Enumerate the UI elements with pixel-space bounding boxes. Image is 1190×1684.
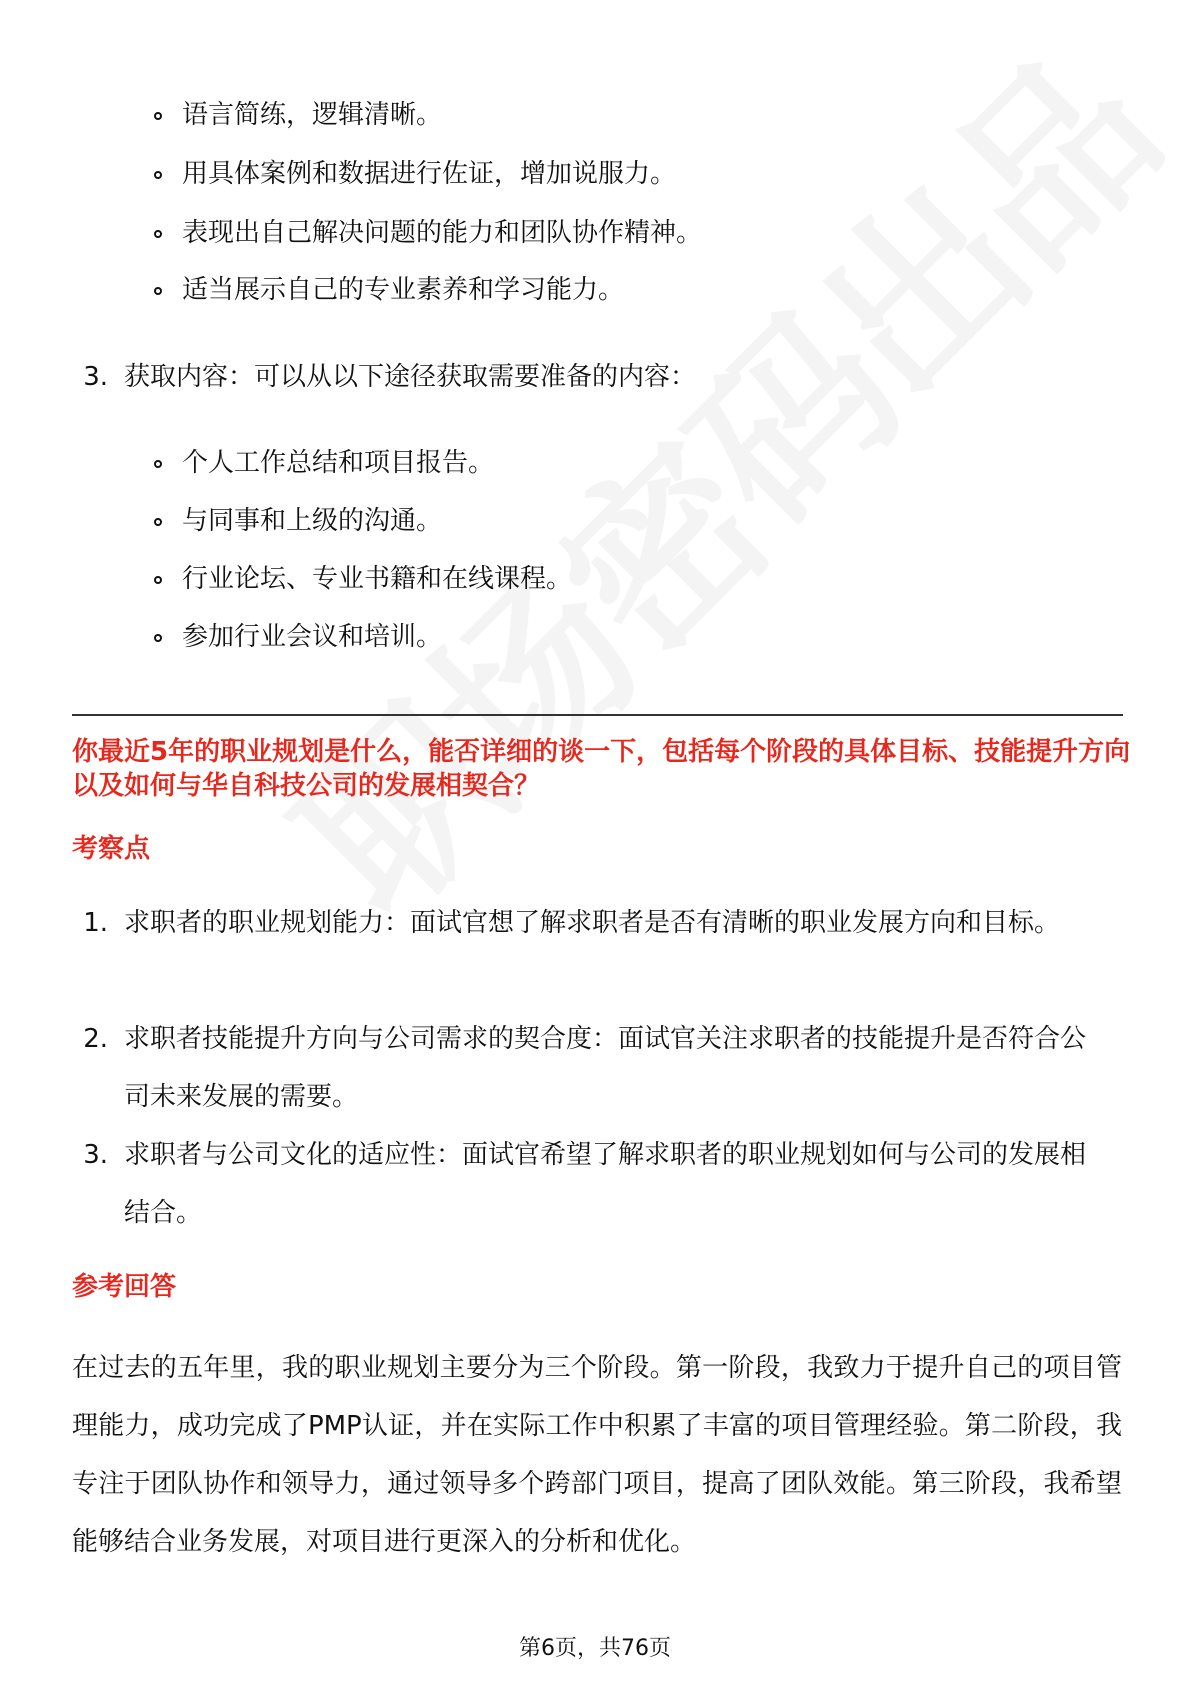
- list-item: 用具体案例和数据进行佐证，增加说服力。: [182, 159, 677, 189]
- list-item-text: 求职者的职业规划能力：面试官想了解求职者是否有清晰的职业发展方向和目标。: [124, 908, 1061, 938]
- list-item-text: 获取内容：可以从以下途径获取需要准备的内容：: [124, 362, 697, 392]
- list-item: 与同事和上级的沟通。: [182, 506, 443, 536]
- list-item: 行业论坛、专业书籍和在线课程。: [182, 564, 573, 594]
- list-number: 3.: [83, 362, 108, 392]
- section-title-answer: 参考回答: [72, 1272, 177, 1302]
- divider: [72, 714, 1123, 716]
- list-number: 1.: [83, 908, 108, 938]
- answer-paragraph: 在过去的五年里，我的职业规划主要分为三个阶段。第一阶段，我致力于提升自己的项目管理能力，成功完成了PMP认证，并在实际工作中积累了丰富的项目管理经验。第二阶段，我专注于团队协作和领导力，通过领导多个跨部门项目，提高了团队效能。第三阶段，我希望能够结合业务发展，对项目进行更深入的分析和优化。: [72, 1353, 1122, 1557]
- question-heading: 你最近5年的职业规划是什么，能否详细的谈一下，包括每个阶段的具体目标、技能提升方向以及如何与华自科技公司的发展相契合？: [72, 737, 1131, 801]
- list-number: 3.: [83, 1140, 108, 1170]
- list-item: 适当展示自己的专业素养和学习能力。: [182, 275, 625, 305]
- list-item: 参加行业会议和培训。: [182, 622, 443, 652]
- list-number: 2.: [83, 1024, 108, 1054]
- list-item: 表现出自己解决问题的能力和团队协作精神。: [182, 218, 703, 248]
- section-title-points: 考察点: [72, 834, 151, 864]
- list-item: 个人工作总结和项目报告。: [182, 448, 495, 478]
- page-footer: 第6页，共76页: [519, 1636, 671, 1661]
- list-item-text: 求职者与公司文化的适应性：面试官希望了解求职者的职业规划如何与公司的发展相结合。: [124, 1140, 1087, 1228]
- list-item: 语言简练，逻辑清晰。: [182, 100, 443, 130]
- list-item-text: 求职者技能提升方向与公司需求的契合度：面试官关注求职者的技能提升是否符合公司未来发展的需要。: [124, 1024, 1087, 1112]
